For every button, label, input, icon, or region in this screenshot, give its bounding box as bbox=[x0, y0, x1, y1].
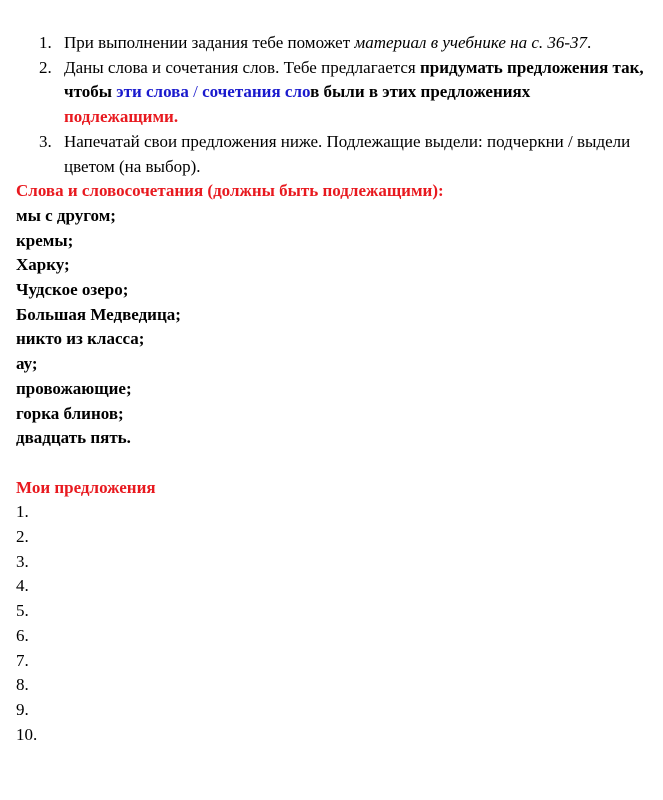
words-heading: Слова и словосочетания (должны быть подлежащими): bbox=[16, 181, 444, 201]
sentence-line: 2. bbox=[16, 527, 29, 547]
word-item: никто из класса; bbox=[16, 329, 145, 349]
word-item: Харку; bbox=[16, 255, 70, 275]
blank-line bbox=[16, 451, 647, 476]
instruction-red-text: подлежащими. bbox=[64, 107, 179, 127]
sentence-line: 4. bbox=[16, 576, 29, 596]
instruction-text: Напечатай свои предложения ниже. Подлежащие выдели: подчеркни / выдели цветом (на выбор). bbox=[64, 131, 631, 176]
textbook-reference: материал в учебнике на с. 36-37 bbox=[354, 33, 588, 52]
word-item: ау; bbox=[16, 354, 38, 374]
sentences-list bbox=[16, 500, 647, 747]
sentences-heading: Мои предложения bbox=[16, 477, 156, 497]
sentence-line: 9. bbox=[16, 699, 29, 719]
instruction-blue-text: эти слова bbox=[116, 82, 189, 102]
instruction-blue-text: сочетания сло bbox=[202, 82, 311, 102]
word-item: двадцать пять. bbox=[16, 428, 131, 448]
sentence-line: 10. bbox=[16, 724, 38, 744]
sentence-line: 6. bbox=[16, 625, 29, 645]
sentence-line: 7. bbox=[16, 650, 29, 670]
word-item: Чудское озеро; bbox=[16, 280, 129, 300]
sentence-line: 1. bbox=[16, 502, 29, 522]
instruction-text: Даны слова и сочетания слов. Тебе предлагается bbox=[64, 57, 421, 77]
instruction-item-3 bbox=[39, 130, 647, 179]
sentence-line: 3. bbox=[16, 551, 29, 571]
instruction-text: При выполнении задания тебе поможет bbox=[64, 33, 355, 52]
instruction-slash: / bbox=[188, 82, 203, 102]
sentence-line: 5. bbox=[16, 601, 29, 621]
word-item: горка блинов; bbox=[16, 403, 124, 423]
instruction-item-2 bbox=[39, 56, 647, 130]
instruction-text: . bbox=[587, 33, 592, 52]
word-item: кремы; bbox=[16, 230, 74, 250]
instruction-number: 2. bbox=[39, 57, 52, 77]
word-item: провожающие; bbox=[16, 378, 132, 398]
words-list bbox=[16, 204, 647, 451]
instruction-number: 3. bbox=[39, 131, 52, 151]
instructions-list bbox=[16, 31, 647, 179]
word-item: мы с другом; bbox=[16, 205, 116, 225]
instruction-bold-text: в были в этих предложениях bbox=[310, 82, 531, 102]
word-item: Большая Медведица; bbox=[16, 304, 181, 324]
sentence-line: 8. bbox=[16, 675, 29, 695]
instruction-item-1 bbox=[39, 31, 647, 56]
instruction-bold-text: придумать предложения так, чтобы bbox=[64, 57, 644, 102]
instruction-number: 1. bbox=[39, 33, 52, 52]
